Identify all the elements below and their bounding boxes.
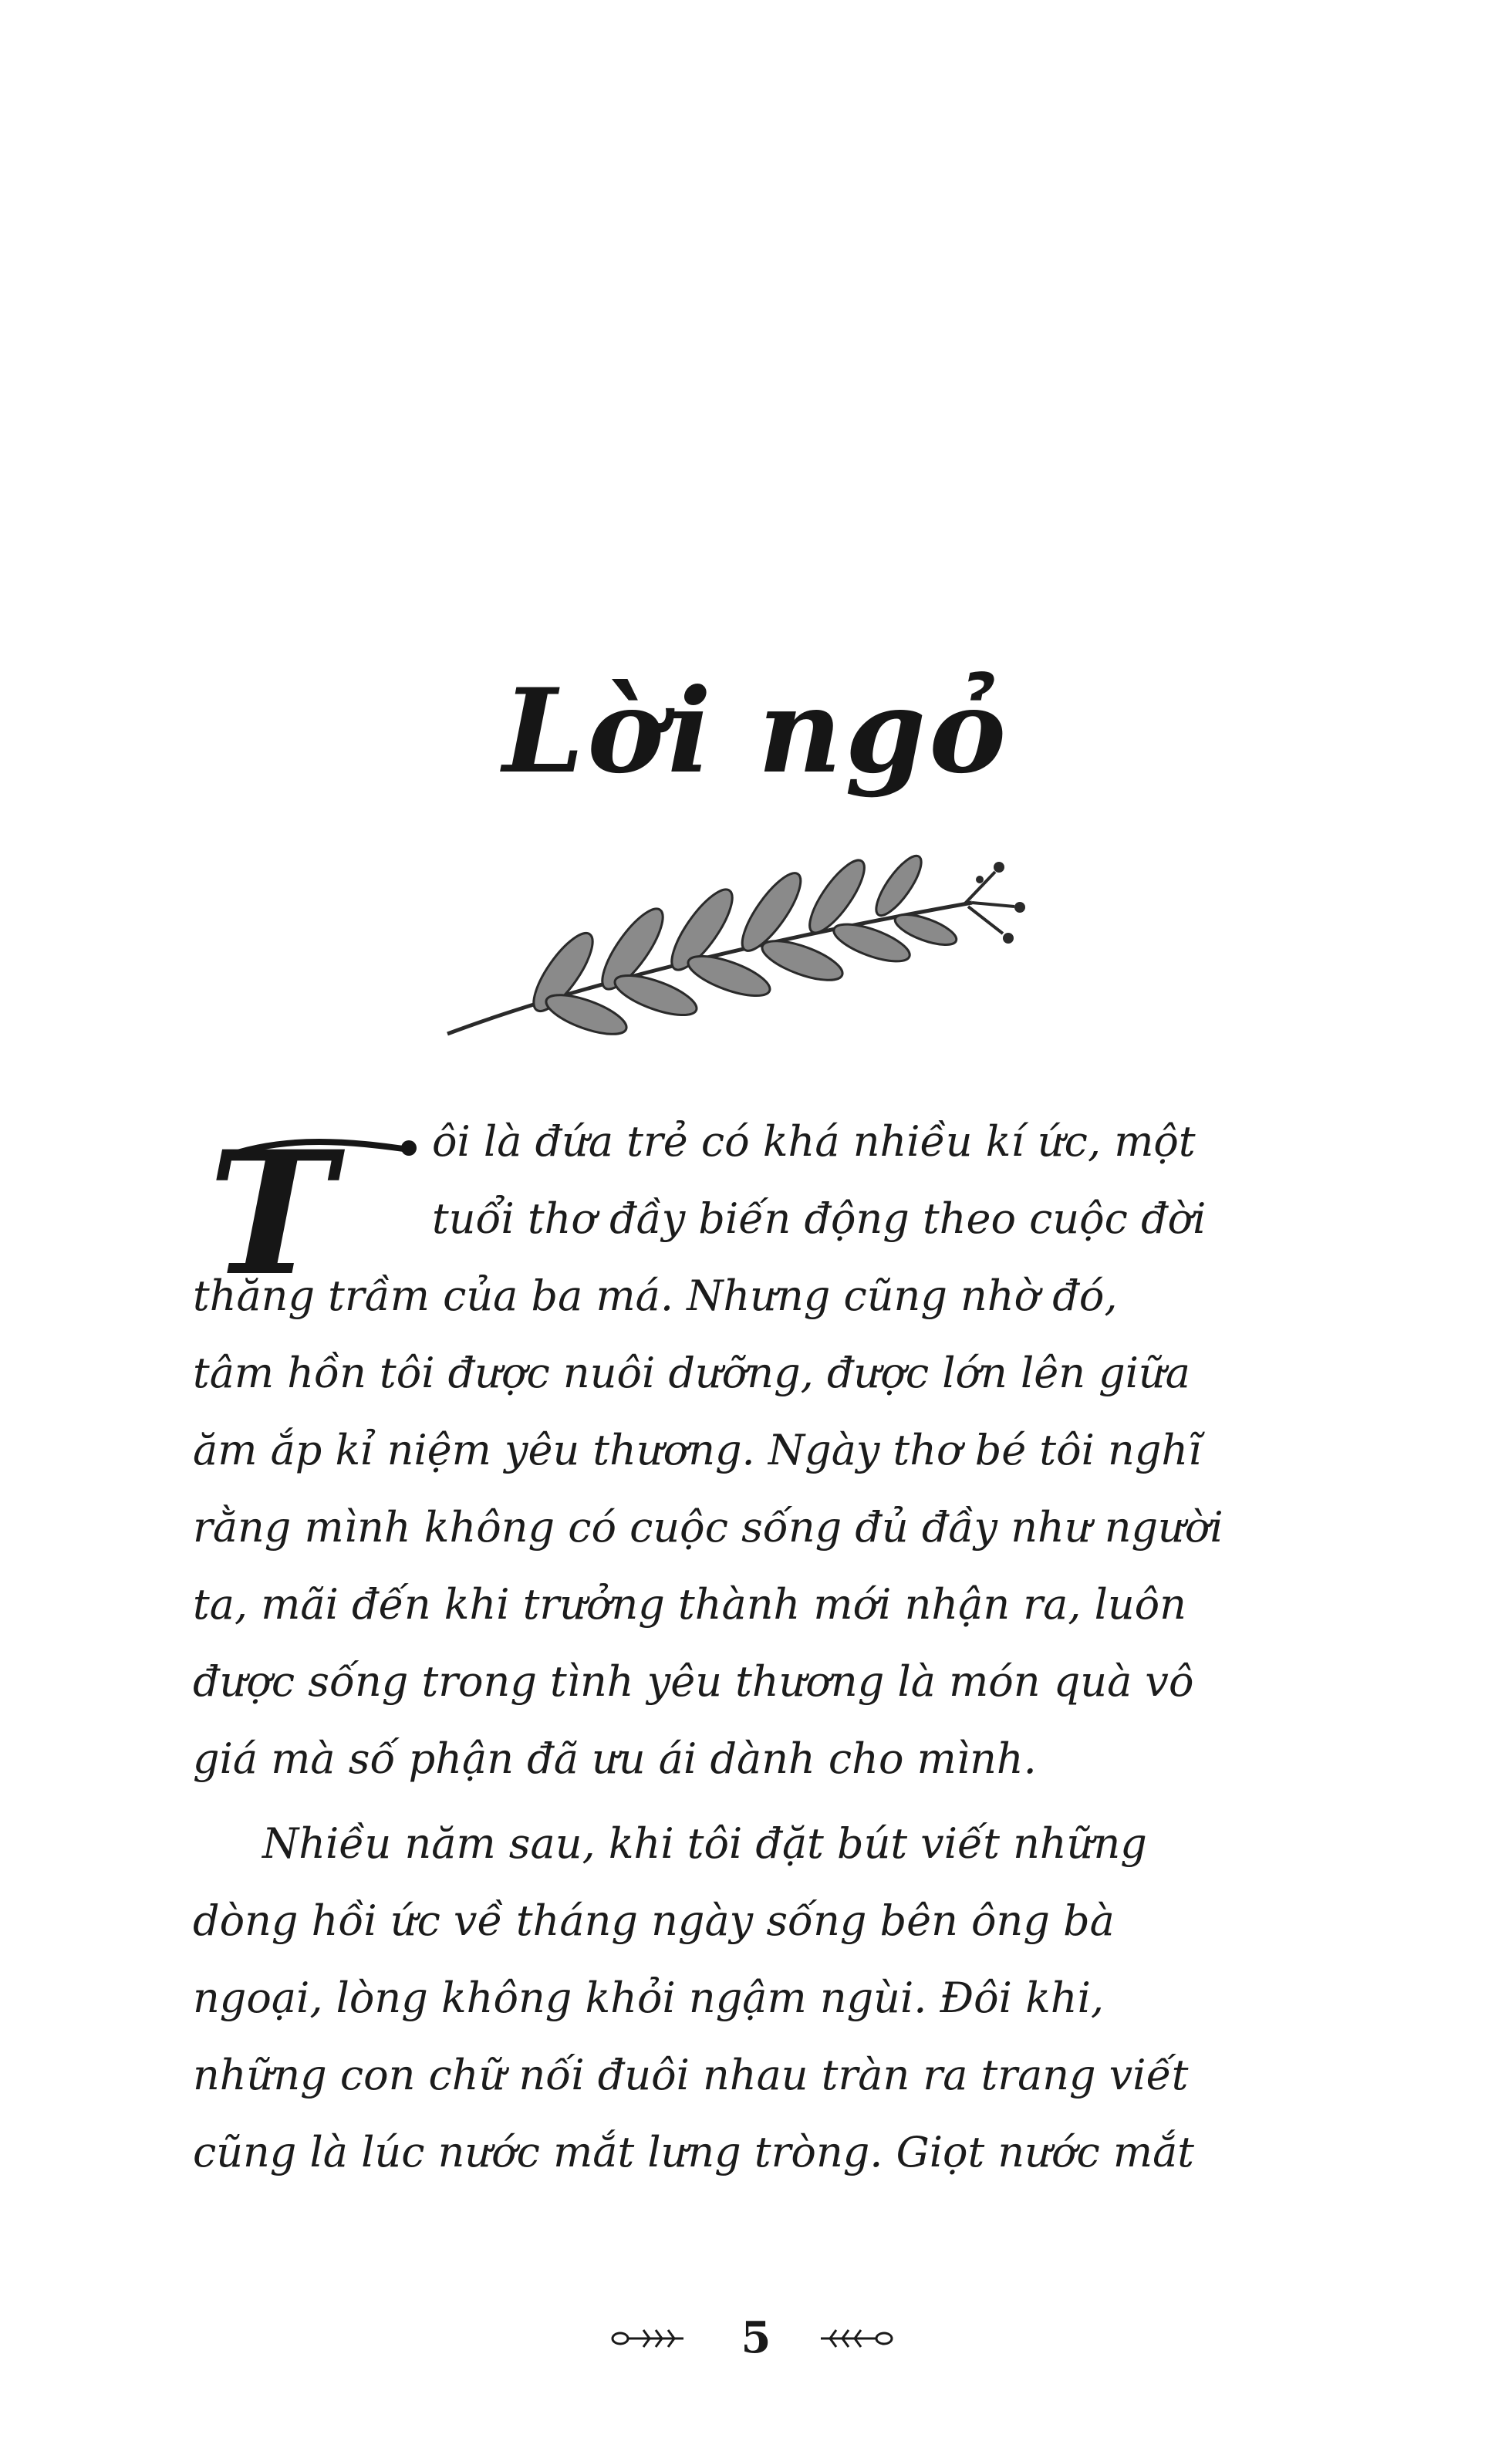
paragraph-line: rằng mình không có cuộc sống đủ đầy như người: [193, 1503, 1223, 1552]
chapter-title: Lời ngỏ: [502, 664, 1010, 799]
leaf-branch-icon: [432, 849, 1049, 1049]
paragraph-line: tuổi thơ đầy biến động theo cuộc đời: [432, 1194, 1207, 1243]
paragraph-line: dòng hồi ức về tháng ngày sống bên ông bà: [193, 1896, 1115, 1945]
paragraph-2: [193, 1805, 1304, 2191]
paragraph-line: tâm hồn tôi được nuôi dưỡng, được lớn lên giữa: [193, 1349, 1190, 1397]
leaf-sprig-left-icon: [609, 2325, 687, 2352]
paragraph-1: [193, 1103, 1304, 1798]
page-number: 5: [741, 2312, 771, 2363]
paragraph-line: cũng là lúc nước mắt lưng tròng. Giọt nước mắt: [193, 2128, 1194, 2176]
paragraph-line: ăm ắp kỉ niệm yêu thương. Ngày thơ bé tôi nghĩ: [193, 1426, 1202, 1474]
paragraph-line: ta, mãi đến khi trưởng thành mới nhận ra, luôn: [193, 1580, 1186, 1629]
paragraph-line: thăng trầm của ba má. Nhưng cũng nhờ đó,: [193, 1271, 1118, 1320]
paragraph-line: Nhiều năm sau, khi tôi đặt bút viết những: [262, 1819, 1147, 1868]
paragraph-line: những con chữ nối đuôi nhau tràn ra trang viết: [193, 2051, 1189, 2099]
paragraph-line: được sống trong tình yêu thương là món quà vô: [193, 1657, 1194, 1706]
page-footer: [0, 2307, 1512, 2369]
leaf-sprig-right-icon: [818, 2325, 895, 2352]
paragraph-line: ôi là đứa trẻ có khá nhiều kí ức, một: [432, 1117, 1196, 1166]
paragraph-line: ngoại, lòng không khỏi ngậm ngùi. Đôi khi,: [193, 1974, 1105, 2022]
drop-cap-glyph: T: [208, 1126, 335, 1296]
paragraph-line: giá mà số phận đã ưu ái dành cho mình.: [193, 1734, 1037, 1783]
